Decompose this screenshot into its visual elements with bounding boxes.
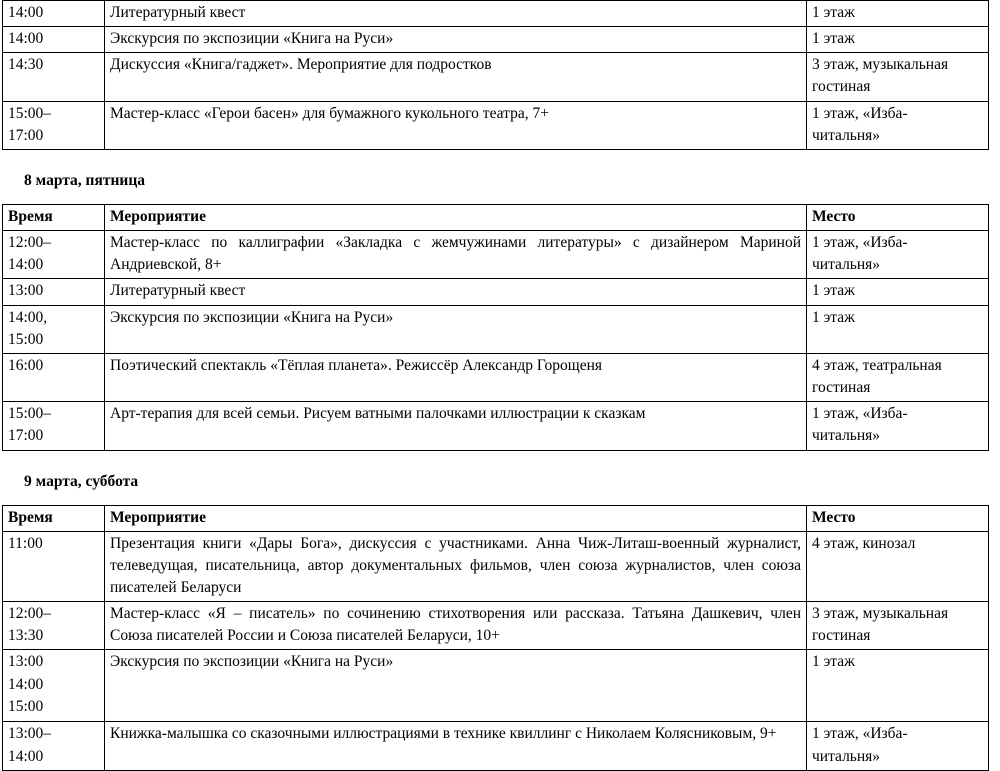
spacer [2, 150, 988, 172]
cell-time [3, 279, 105, 305]
place-line: гостиная [812, 78, 871, 96]
place-line: 3 этаж, музыкальная [812, 56, 949, 74]
schedule-table [2, 204, 989, 451]
column-header-place: Место [807, 204, 989, 230]
time-line: 11:00 [8, 534, 43, 552]
table-row [3, 531, 989, 601]
place-line: читальня» [812, 126, 881, 144]
time-line: 15:00 [8, 330, 44, 348]
section-heading: 8 марта, пятница [24, 171, 146, 189]
table-row [3, 602, 989, 650]
spacer [2, 451, 988, 473]
cell-place [807, 353, 989, 401]
table-row [3, 231, 989, 279]
cell-place [807, 305, 989, 353]
spacer [2, 491, 988, 505]
cell-event: Книжка-малышка со сказочными иллюстрациями в технике квиллинг с Николаем Колясниковым, 9+ [105, 722, 807, 770]
place-line: 1 этаж, «Изба- [812, 234, 908, 252]
time-line: 14:00 [8, 675, 44, 693]
cell-event: Поэтический спектакль «Тёплая планета». Режиссёр Александр Горощеня [105, 353, 807, 401]
table-row [3, 650, 989, 722]
cell-time [3, 27, 105, 53]
cell-time [3, 353, 105, 401]
cell-event: Мастер-класс «Я – писатель» по сочинению стихотворения или рассказа. Татьяна Дашкевич, член Союза писателей России и Союза писателей Беларуси, 10+ [105, 602, 807, 650]
cell-time [3, 53, 105, 101]
cell-place [807, 1, 989, 27]
cell-time [3, 602, 105, 650]
cell-time [3, 650, 105, 722]
time-line: 14:00 [8, 4, 44, 21]
place-line: читальня» [812, 256, 881, 274]
place-line: 1 этаж [812, 653, 855, 671]
cell-place [807, 231, 989, 279]
place-line: 4 этаж, кинозал [812, 534, 916, 552]
time-line: 15:00– [8, 104, 52, 122]
time-line: 12:00– [8, 605, 52, 623]
cell-event: Литературный квест [105, 1, 807, 27]
cell-event: Экскурсия по экспозиции «Книга на Руси» [105, 650, 807, 722]
cell-event: Экскурсия по экспозиции «Книга на Руси» [105, 27, 807, 53]
cell-place [807, 27, 989, 53]
time-line: 14:00 [8, 256, 44, 274]
cell-time [3, 1, 105, 27]
table-row [3, 101, 989, 149]
place-line: 1 этаж [812, 308, 855, 326]
place-line: 1 этаж, «Изба- [812, 405, 908, 423]
time-line: 12:00– [8, 234, 52, 252]
cell-place [807, 650, 989, 722]
column-header-event: Мероприятие [105, 204, 807, 230]
table-row [3, 1, 989, 27]
cell-place [807, 402, 989, 450]
table-header-row [3, 505, 989, 531]
cell-place [807, 531, 989, 601]
time-line: 14:30 [8, 56, 44, 74]
cell-place [807, 101, 989, 149]
place-line: 3 этаж, музыкальная [812, 605, 949, 623]
schedule-sections [2, 0, 988, 771]
cell-place [807, 279, 989, 305]
place-line: гостиная [812, 627, 871, 645]
place-line: 1 этаж [812, 30, 855, 48]
place-line: 1 этаж, «Изба- [812, 725, 908, 743]
table-row [3, 279, 989, 305]
cell-time [3, 101, 105, 149]
cell-event: Мастер-класс по каллиграфии «Закладка с жемчужинами литературы» с дизайнером Мариной Андриевской, 8+ [105, 231, 807, 279]
time-line: 16:00 [8, 356, 44, 374]
cell-place [807, 722, 989, 770]
cell-place [807, 53, 989, 101]
column-header-time: Время [3, 204, 105, 230]
column-header-time: Время [3, 505, 105, 531]
cell-time [3, 305, 105, 353]
table-row [3, 353, 989, 401]
time-line: 15:00 [8, 697, 44, 715]
cell-time [3, 402, 105, 450]
time-line: 13:00– [8, 725, 52, 743]
cell-event: Дискуссия «Книга/гаджет». Мероприятие для подростков [105, 53, 807, 101]
place-line: читальня» [812, 747, 881, 765]
schedule-table [2, 505, 989, 771]
place-line: читальня» [812, 427, 881, 445]
time-line: 14:00 [8, 747, 44, 765]
time-line: 17:00 [8, 126, 44, 144]
cell-event: Арт-терапия для всей семьи. Рисуем ватными палочками иллюстрации к сказкам [105, 402, 807, 450]
section-heading: 9 марта, суббота [24, 472, 139, 490]
table-header-row [3, 204, 989, 230]
time-line: 17:00 [8, 427, 44, 445]
column-header-place: Место [807, 505, 989, 531]
time-line: 14:00, [8, 308, 48, 326]
table-row [3, 305, 989, 353]
time-line: 15:00– [8, 405, 52, 423]
time-line: 13:00 [8, 653, 44, 671]
cell-time [3, 531, 105, 601]
table-row [3, 53, 989, 101]
schedule-table [2, 0, 989, 150]
table-row [3, 722, 989, 770]
cell-event: Презентация книги «Дары Бога», дискуссия с участниками. Анна Чиж-Литаш-военный журналист, телеведущая, писательница, автор документальных фильмов, член союза журналистов, член союза писателей Беларуси [105, 531, 807, 601]
cell-time [3, 722, 105, 770]
place-line: 1 этаж, «Изба- [812, 104, 908, 122]
cell-event: Литературный квест [105, 279, 807, 305]
place-line: 1 этаж [812, 4, 855, 21]
time-line: 13:30 [8, 627, 44, 645]
cell-place [807, 602, 989, 650]
table-row [3, 27, 989, 53]
column-header-event: Мероприятие [105, 505, 807, 531]
place-line: гостиная [812, 379, 871, 397]
cell-event: Мастер-класс «Герои басен» для бумажного кукольного театра, 7+ [105, 101, 807, 149]
table-row [3, 402, 989, 450]
place-line: 4 этаж, театральная [812, 356, 942, 374]
place-line: 1 этаж [812, 282, 855, 300]
cell-time [3, 231, 105, 279]
time-line: 14:00 [8, 30, 44, 48]
time-line: 13:00 [8, 282, 44, 300]
spacer [2, 190, 988, 204]
cell-event: Экскурсия по экспозиции «Книга на Руси» [105, 305, 807, 353]
